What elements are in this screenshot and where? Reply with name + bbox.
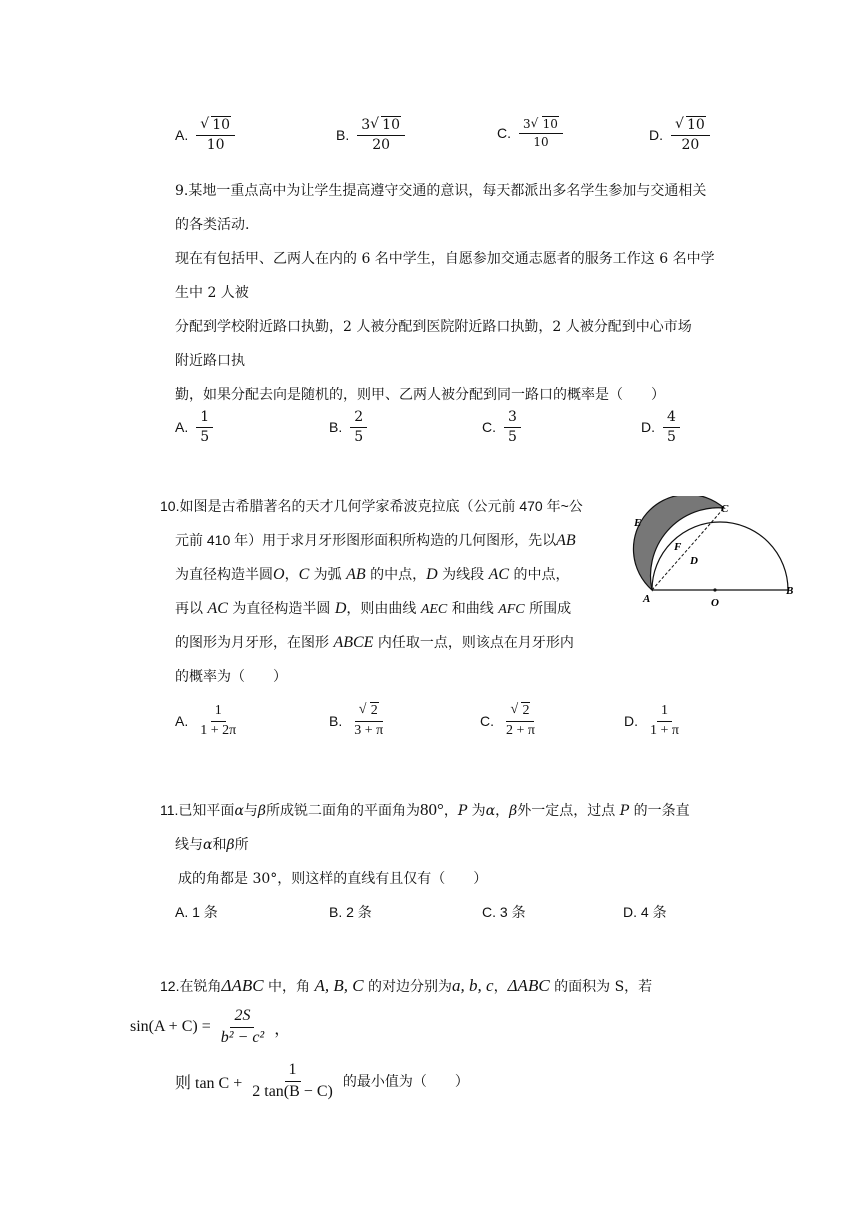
label-f: F (674, 541, 682, 553)
q12-condition: sin(A + C) = $\frac{2S}{\text{b² − c²}}$ ， (130, 1007, 291, 1046)
fraction: $\frac{1}{2 \tan(B - C)}$ (252, 1061, 333, 1100)
q10-option-d[interactable] (624, 704, 683, 738)
fraction: $\frac{1}{5}$ (196, 410, 213, 444)
q9-stem-line2: 的各类活动. (175, 217, 250, 233)
option-label: A. (175, 713, 189, 730)
q9-stem-line4: 生中 2 人被 (175, 285, 249, 301)
fraction: √ 10 10 (196, 118, 235, 152)
q11-stem-line3: 成的角都是 30°，则这样的直线有且仅有（ ） (178, 871, 488, 887)
label-c: C (721, 503, 729, 515)
q9-option-d[interactable] (641, 410, 680, 444)
fraction: $\frac{4}{5}$ (663, 410, 680, 444)
q11-stem-line2: 线与α和β所 (175, 837, 249, 853)
fraction: √ 10 20 (671, 118, 710, 152)
point-o (713, 588, 716, 591)
fraction: $\frac{3}{5}$ (504, 410, 521, 444)
semicircle-o (652, 522, 788, 590)
option-label: D. (649, 127, 663, 144)
label-d: D (690, 555, 698, 567)
q10-stem-line3: 为直径构造半圆O，C 为弧 AB 的中点，D 为线段 AC 的中点， (175, 566, 570, 583)
q8-option-c[interactable] (497, 118, 563, 148)
q9-option-b[interactable] (329, 410, 367, 444)
label-o: O (711, 597, 719, 609)
option-label: B. (336, 127, 350, 144)
label-b: B (786, 585, 794, 597)
q10-stem-line1: 10.如图是古希腊著名的天才几何学家希波克拉底（公元前 470 年~公 (160, 498, 583, 514)
option-label: C. (480, 713, 494, 730)
q10-stem-line5: 的图形为月牙形，在图形 ABCE 内任取一点，则该点在月牙形内 (175, 634, 574, 651)
q9-stem-line3: 现在有包括甲、乙两人在内的 6 名中学生，自愿参加交通志愿者的服务工作这 6 名中学 (175, 251, 715, 267)
q8-option-b[interactable] (336, 118, 405, 152)
fraction: $\frac{2}{5}$ (350, 410, 367, 444)
label-a: A (643, 593, 651, 605)
q8-option-a[interactable] (175, 118, 235, 152)
q9-stem-line7: 勤，如果分配去向是随机的，则甲、乙两人被分配到同一路口的概率是（ ） (175, 387, 665, 403)
q10-option-b[interactable] (329, 704, 387, 738)
option-label: B. (329, 419, 343, 436)
q10-option-c[interactable] (480, 704, 539, 738)
q11-stem-line1: 11.已知平面α与β所成锐二面角的平面角为80°，P 为α，β外一定点，过点 P 的一条直 (160, 800, 690, 819)
q11-option-b[interactable]: B. 2 条 (329, 904, 372, 920)
q9-stem-line5: 分配到学校附近路口执勤，2 人被分配到医院附近路口执勤，2 人被分配到中心市场 (175, 319, 692, 335)
option-label: A. (175, 127, 189, 144)
fraction: 3 √ 10 20 (357, 118, 405, 152)
option-label: C. (482, 419, 496, 436)
fraction: 3 √ 10 10 (519, 118, 563, 148)
fraction: $\frac{1}{1 + \pi}$ (650, 703, 679, 738)
q9-stem-line6: 附近路口执 (175, 353, 245, 369)
option-label: C. (497, 125, 511, 142)
lune-figure (626, 496, 802, 612)
q9-option-c[interactable] (482, 410, 521, 444)
fraction: $\frac{1}{1 + 2\pi}$ (200, 703, 237, 738)
label-e: E (634, 517, 642, 529)
option-label: A. (175, 419, 189, 436)
q12-stem-line1: 12.在锐角ΔABC 中，角 A, B, C 的对边分别为a, b, c，ΔABC 的面积为 S，若 (160, 976, 653, 995)
fraction: √ 2 2 + π (506, 702, 535, 738)
option-label: B. (329, 713, 343, 730)
q11-option-c[interactable]: C. 3 条 (482, 904, 526, 920)
q9-option-a[interactable] (175, 410, 213, 444)
q10-option-a[interactable] (175, 704, 240, 738)
q11-option-a[interactable]: A. 1 条 (175, 904, 218, 920)
fraction: √ 2 3 + π (354, 702, 384, 738)
q10-stem-line4: 再以 AC 为直径构造半圆 D，则由曲线 AEC 和曲线 AFC 所围成 (175, 600, 572, 617)
fraction: $\frac{2S}{\text{b² − c²}}$ (220, 1007, 265, 1046)
option-label: D. (641, 419, 655, 436)
q10-stem-line6: 的概率为（ ） (175, 669, 287, 685)
q8-option-d[interactable] (649, 118, 710, 152)
q9-stem-line1: 9.某地一重点高中为让学生提高遵守交通的意识，每天都派出多名学生参加与交通相关 (175, 183, 707, 199)
option-label: D. (624, 713, 638, 730)
q11-option-d[interactable]: D. 4 条 (623, 904, 667, 920)
q12-question: 则 tan C + $\frac{1}{2 \tan(B - C)}$ 的最小值为（ ） (175, 1061, 469, 1100)
q10-stem-line2: 元前 410 年）用于求月牙形图形面积所构造的几何图形，先以AB (175, 532, 576, 549)
